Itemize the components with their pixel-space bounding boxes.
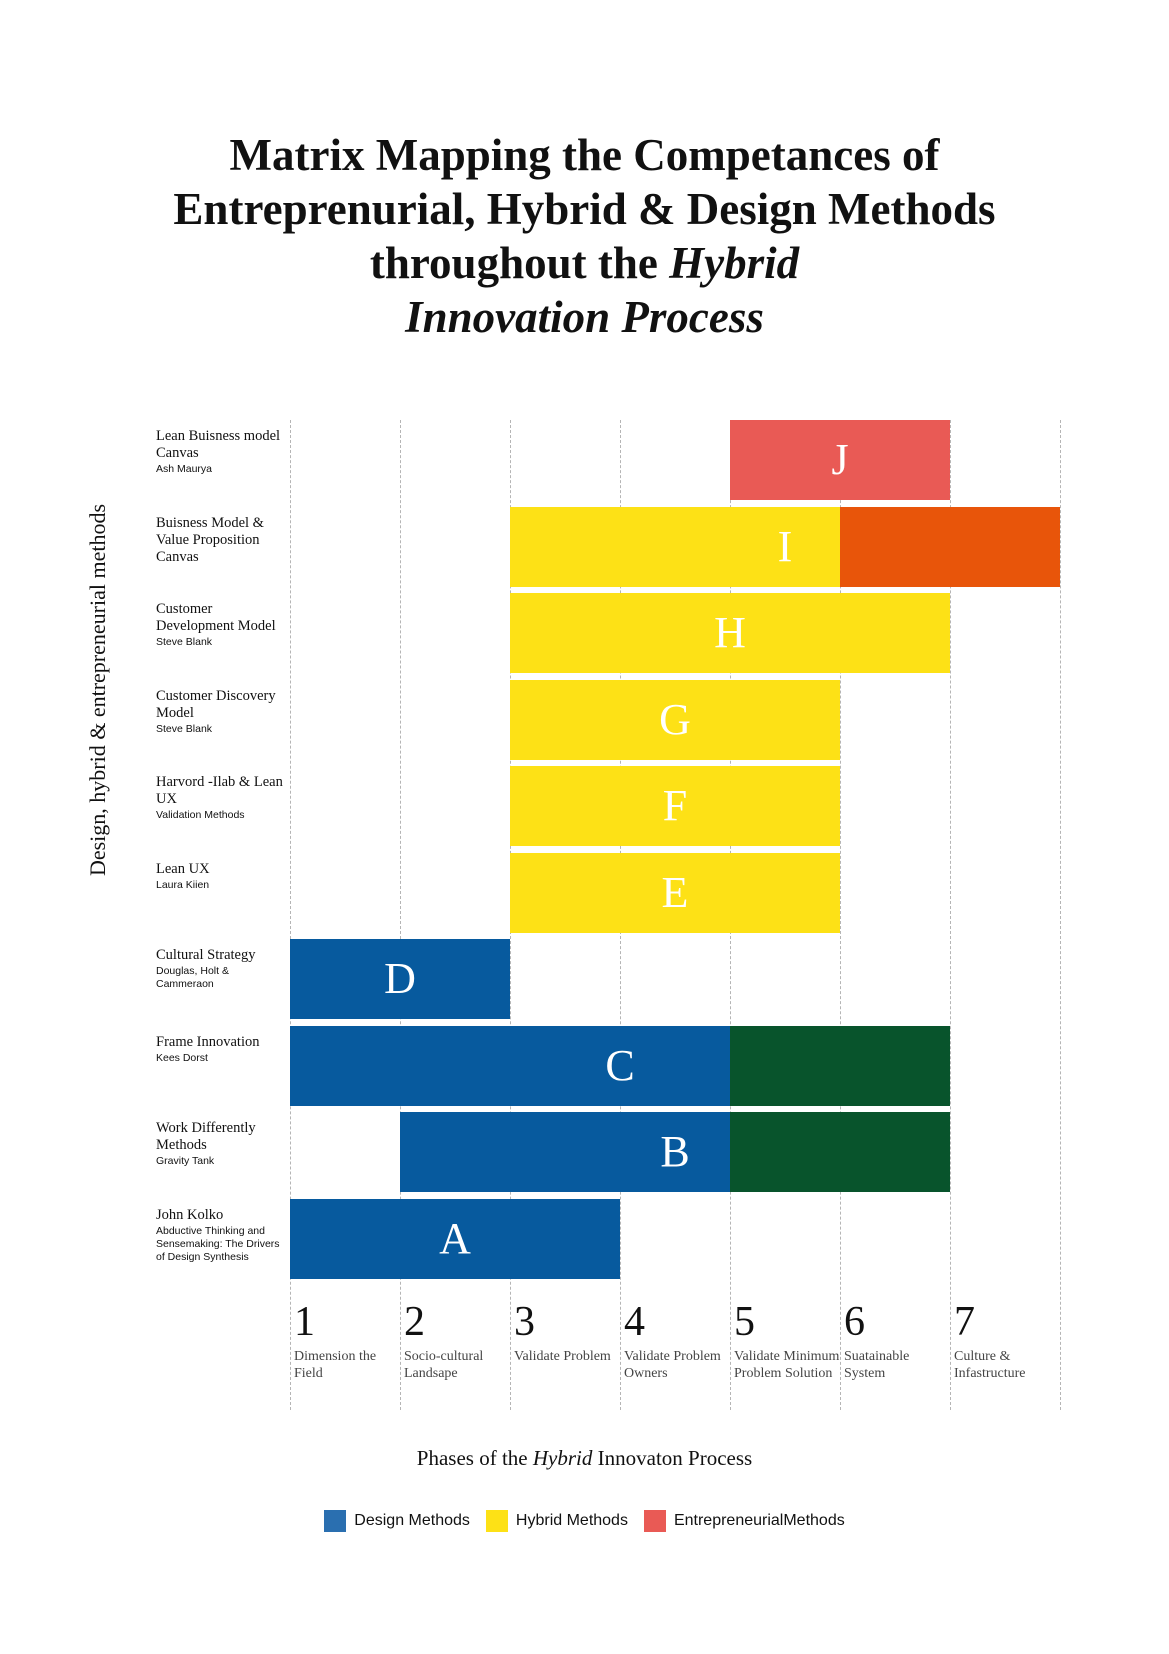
method-author: Laura Kiien xyxy=(156,878,210,891)
bar-segment xyxy=(290,1026,730,1106)
x-axis-title-post: Innovaton Process xyxy=(597,1446,753,1470)
method-name: Lean Buisness model Canvas xyxy=(156,428,281,461)
bar-letter: J xyxy=(831,435,849,484)
bar-segment xyxy=(840,507,1060,587)
method-author: Steve Blank xyxy=(156,636,213,648)
phase-number: 4 xyxy=(624,1299,645,1345)
row-label xyxy=(156,1207,284,1264)
phase-name: Socio-cultural Landsape xyxy=(404,1349,484,1381)
row-label xyxy=(156,1034,284,1065)
phase-label xyxy=(954,1300,1062,1382)
bar-letter: H xyxy=(714,608,746,657)
legend-label: EntrepreneurialMethods xyxy=(673,1512,845,1530)
bar-letter: B xyxy=(660,1127,690,1176)
legend-label: Design Methods xyxy=(354,1512,470,1530)
row-label xyxy=(156,428,284,476)
legend-label: Hybrid Methods xyxy=(515,1512,628,1530)
x-axis-title-italic: Hybrid xyxy=(532,1446,593,1470)
phase-name: Validate Problem Owners xyxy=(624,1349,721,1381)
phase-number: 7 xyxy=(954,1299,975,1345)
chart-title xyxy=(0,128,1169,344)
phase-label xyxy=(294,1300,402,1382)
phase-number: 3 xyxy=(514,1299,535,1345)
legend-item xyxy=(486,1510,628,1532)
legend-swatch xyxy=(486,1510,508,1532)
method-name: Customer Discovery Model xyxy=(156,687,276,721)
method-name: Harvord -Ilab & Lean UX xyxy=(156,774,283,807)
bar-segment xyxy=(730,1112,950,1192)
phase-name: Validate Minimum Problem Solution xyxy=(734,1349,840,1381)
bar-letter: C xyxy=(605,1040,635,1090)
x-axis-title xyxy=(0,1446,1169,1471)
method-author: Abductive Thinking and Sensemaking: The Drivers of Design Synthesis xyxy=(156,1224,280,1263)
method-author: Validation Methods xyxy=(156,809,245,821)
phase-name: Suatainable System xyxy=(844,1349,910,1381)
phase-label xyxy=(844,1300,952,1382)
legend-swatch xyxy=(644,1510,666,1532)
method-author: Ash Maurya xyxy=(156,463,213,475)
title-line-1: Matrix Mapping the Competances of xyxy=(229,130,940,180)
method-name: Cultural Strategy xyxy=(156,947,256,963)
legend xyxy=(0,1510,1169,1532)
phase-number: 5 xyxy=(734,1299,755,1345)
legend-item xyxy=(324,1510,470,1532)
bar-segment xyxy=(730,1026,950,1106)
phase-label xyxy=(624,1300,732,1382)
phase-label xyxy=(734,1300,842,1382)
row-label xyxy=(156,688,284,736)
method-name: Lean UX xyxy=(156,860,210,877)
phase-name: Dimension the Field xyxy=(294,1349,377,1381)
method-name: Frame Innovation xyxy=(156,1033,260,1050)
x-axis-title-pre: Phases of the xyxy=(416,1446,528,1470)
bar-letter: E xyxy=(661,867,689,917)
bar-letter: I xyxy=(777,521,793,571)
method-name: Customer Development Model xyxy=(156,601,276,634)
legend-swatch xyxy=(324,1510,346,1532)
bar-letter: A xyxy=(439,1213,471,1263)
y-axis-title: Design, hybrid & entrepreneurial methods xyxy=(85,503,110,877)
bar-letter: G xyxy=(659,694,691,744)
phase-name: Culture & Infastructure xyxy=(954,1349,1026,1381)
row-label xyxy=(156,601,284,649)
phase-number: 2 xyxy=(404,1299,425,1345)
method-author: Gravity Tank xyxy=(156,1155,215,1167)
phase-label xyxy=(404,1300,512,1382)
method-author: Steve Blank xyxy=(156,722,213,735)
method-name: Work Differently Methods xyxy=(156,1120,256,1153)
title-line-3-italic: Hybrid xyxy=(669,238,800,288)
row-label xyxy=(156,515,284,567)
title-line-2: Entreprenurial, Hybrid & Design Methods xyxy=(173,184,996,234)
method-name: John Kolko xyxy=(156,1206,224,1223)
method-name: Buisness Model & Value Proposition Canvas xyxy=(156,514,264,565)
row-label xyxy=(156,774,284,822)
phase-gridline xyxy=(1060,420,1061,1410)
bar-letter: F xyxy=(662,781,688,830)
phase-label xyxy=(514,1300,622,1365)
phase-name: Validate Problem xyxy=(514,1349,611,1364)
bar-letter: D xyxy=(384,954,416,1003)
row-label xyxy=(156,1120,284,1168)
phase-number: 6 xyxy=(844,1299,865,1345)
row-label xyxy=(156,947,284,991)
row-label xyxy=(156,861,284,892)
phase-number: 1 xyxy=(294,1299,315,1345)
title-line-4-italic: Innovation Process xyxy=(405,292,764,342)
method-author: Kees Dorst xyxy=(156,1051,208,1064)
legend-item xyxy=(644,1510,845,1532)
method-author: Douglas, Holt & Cammeraon xyxy=(156,965,229,990)
title-line-3-plain: throughout the xyxy=(369,238,658,288)
